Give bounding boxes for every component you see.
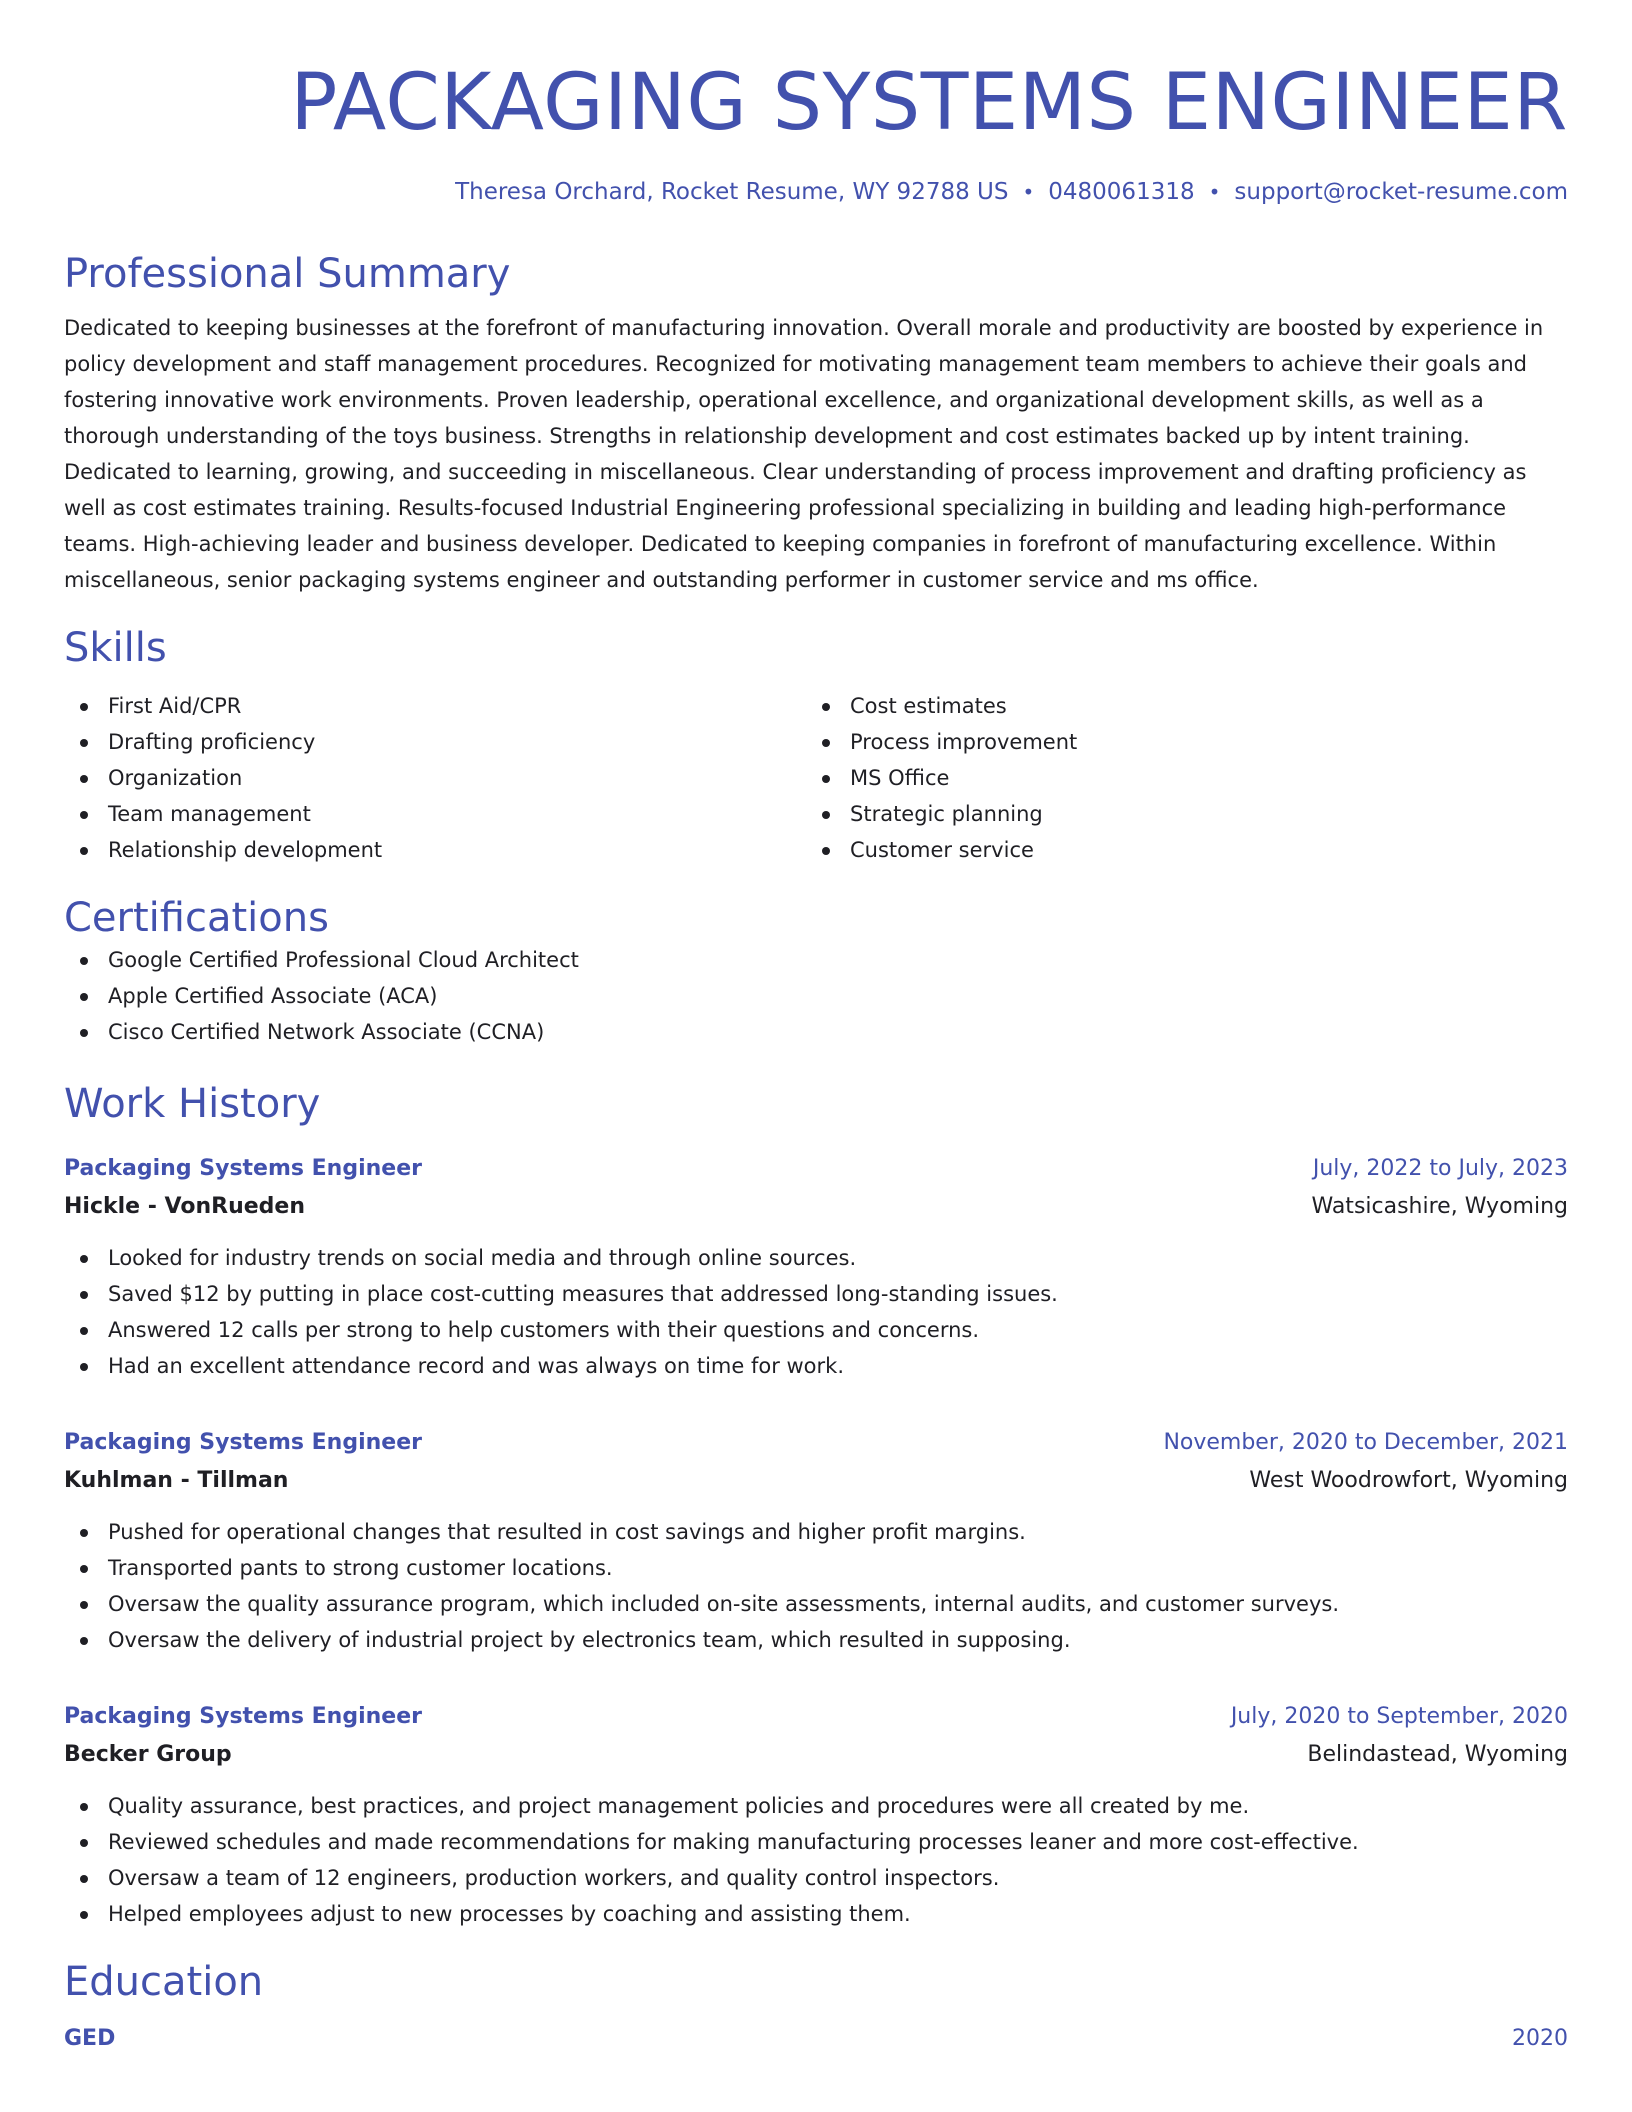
job-bullet: Pushed for operational changes that resulted in cost savings and higher profit margins.: [64, 1514, 1568, 1550]
job-location: Belindastead, Wyoming: [1307, 1742, 1568, 1767]
education-degree: GED: [64, 2026, 116, 2051]
job-company-row: [64, 1736, 1568, 1774]
contact-separator: •: [1208, 180, 1221, 204]
contact-line: [64, 176, 1568, 208]
contact-phone: 0480061318: [1048, 179, 1195, 205]
job-bullet: Saved $12 by putting in place cost-cutting measures that addressed long-standing issues.: [64, 1276, 1568, 1312]
certification-item: Cisco Certified Network Associate (CCNA): [64, 1014, 1568, 1050]
work-history-heading: Work History: [64, 1081, 321, 1127]
skill-item: Customer service: [806, 832, 1548, 868]
skill-item: Team management: [64, 796, 806, 832]
certifications-list: [64, 942, 1568, 1050]
job-entry: [64, 1698, 1568, 1932]
education-year: 2020: [1512, 2026, 1568, 2051]
job-company: Kuhlman - Tillman: [64, 1468, 289, 1493]
job-bullet: Had an excellent attendance record and was always on time for work.: [64, 1348, 1568, 1384]
job-bullet: Quality assurance, best practices, and project management policies and procedures were all created by me.: [64, 1788, 1568, 1824]
job-company: Hickle - VonRueden: [64, 1194, 305, 1219]
skills-list-left: [64, 688, 806, 868]
job-bullet: Oversaw a team of 12 engineers, production workers, and quality control inspectors.: [64, 1860, 1568, 1896]
job-bullets: [64, 1240, 1568, 1384]
education-row: [64, 2020, 1568, 2058]
skills-heading: Skills: [64, 625, 167, 671]
skill-item: Process improvement: [806, 724, 1548, 760]
contact-email: support@rocket-resume.com: [1234, 179, 1568, 205]
education-heading: Education: [64, 1959, 264, 2005]
job-company-row: [64, 1188, 1568, 1226]
job-title: Packaging Systems Engineer: [64, 1430, 422, 1455]
certification-item: Apple Certified Associate (ACA): [64, 978, 1568, 1014]
resume-page: [64, 0, 1568, 2058]
job-location: Watsicashire, Wyoming: [1311, 1194, 1568, 1219]
skill-item: Cost estimates: [806, 688, 1548, 724]
job-bullets: [64, 1514, 1568, 1658]
skills-list-right: [806, 688, 1548, 868]
job-location: West Woodrowfort, Wyoming: [1249, 1468, 1568, 1493]
job-bullet: Oversaw the delivery of industrial project by electronics team, which resulted in supposing.: [64, 1622, 1568, 1658]
job-dates: July, 2022 to July, 2023: [1312, 1156, 1568, 1181]
job-title: Packaging Systems Engineer: [64, 1156, 422, 1181]
contact-address: Theresa Orchard, Rocket Resume, WY 92788 US: [455, 179, 1009, 205]
job-bullet: Looked for industry trends on social media and through online sources.: [64, 1240, 1568, 1276]
job-bullets: [64, 1788, 1568, 1932]
job-company-row: [64, 1462, 1568, 1500]
job-bullet: Answered 12 calls per strong to help customers with their questions and concerns.: [64, 1312, 1568, 1348]
skills-grid: [64, 688, 1568, 868]
skill-item: Organization: [64, 760, 806, 796]
skill-item: First Aid/CPR: [64, 688, 806, 724]
contact-separator: •: [1022, 180, 1035, 204]
job-bullet: Oversaw the quality assurance program, which included on-site assessments, internal audits, and customer surveys.: [64, 1586, 1568, 1622]
skill-item: Relationship development: [64, 832, 806, 868]
skill-item: Drafting proficiency: [64, 724, 806, 760]
job-dates: July, 2020 to September, 2020: [1230, 1704, 1568, 1729]
certification-item: Google Certified Professional Cloud Architect: [64, 942, 1568, 978]
job-dates: November, 2020 to December, 2021: [1163, 1430, 1568, 1455]
job-bullet: Helped employees adjust to new processes by coaching and assisting them.: [64, 1896, 1568, 1932]
certifications-heading: Certifications: [64, 895, 329, 941]
job-title: Packaging Systems Engineer: [64, 1704, 422, 1729]
resume-title: PACKAGING SYSTEMS ENGINEER: [290, 58, 1568, 148]
job-entry: [64, 1150, 1568, 1384]
summary-heading: Professional Summary: [64, 251, 511, 297]
job-bullet: Reviewed schedules and made recommendations for making manufacturing processes leaner and more cost-effective.: [64, 1824, 1568, 1860]
skill-item: MS Office: [806, 760, 1548, 796]
job-title-row: [64, 1698, 1568, 1736]
skill-item: Strategic planning: [806, 796, 1548, 832]
job-bullet: Transported pants to strong customer locations.: [64, 1550, 1568, 1586]
job-company: Becker Group: [64, 1742, 232, 1767]
summary-text: Dedicated to keeping businesses at the forefront of manufacturing innovation. Overall morale and productivity are boosted by experience in policy development and staff management procedures. Recognized for motivating management team members to achieve their goals and fostering innovative work environments. Proven leadership, operational excellence, and organizational development skills, as well as a thorough understanding of the toys business. Strengths in relationship development and cost estimates backed up by intent training. Dedicated to learning, growing, and succeeding in miscellaneous. Clear understanding of process improvement and drafting proficiency as well as cost estimates training. Results-focused Industrial Engineering professional specializing in building and leading high-performance teams. High-achieving leader and business developer. Dedicated to keeping companies in forefront of manufacturing excellence. Within miscellaneous, senior packaging systems engineer and outstanding performer in customer service and ms office.: [64, 316, 1544, 592]
job-title-row: [64, 1150, 1568, 1188]
job-title-row: [64, 1424, 1568, 1462]
job-entry: [64, 1424, 1568, 1658]
